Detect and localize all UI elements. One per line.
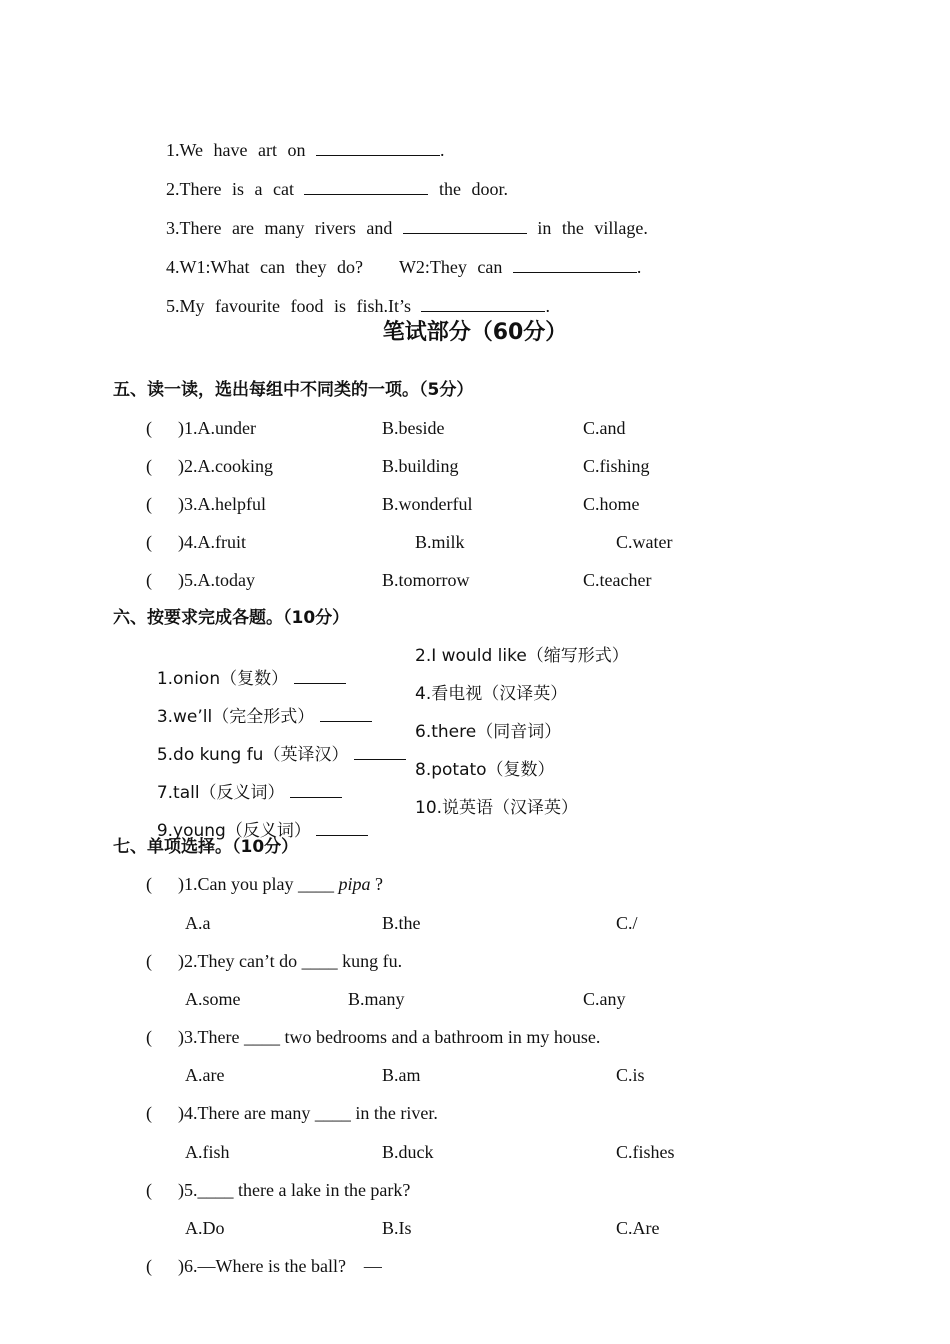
fill-line-1 xyxy=(145,117,445,161)
answer-paren[interactable]: ( xyxy=(146,456,152,476)
answer-blank[interactable] xyxy=(354,743,406,760)
answer-blank[interactable] xyxy=(320,705,372,722)
option-c: C.Are xyxy=(616,1218,660,1238)
task-item: 6.there（同音词） xyxy=(415,722,562,742)
question-text: )4.There are many ____ in the river. xyxy=(178,1103,438,1123)
fill-text-end: the door. xyxy=(428,179,508,199)
option-a: A.a xyxy=(185,913,211,933)
task-text: 5.do kung fu（英译汉） xyxy=(156,745,349,765)
task-item: 8.potato（复数） xyxy=(415,760,555,780)
answer-paren[interactable]: ( xyxy=(146,494,152,514)
option-a: A.Do xyxy=(185,1218,225,1238)
fill-line-3 xyxy=(145,195,648,239)
question-text: )3.There ____ two bedrooms and a bathroom in my house. xyxy=(178,1027,601,1047)
question-text: )4.A.fruit xyxy=(178,532,246,552)
fill-text-end: . xyxy=(636,257,642,277)
option-c: C.teacher xyxy=(583,570,652,590)
answer-paren[interactable]: ( xyxy=(146,1256,152,1276)
option-a: A.fish xyxy=(185,1142,230,1162)
option-b: B.beside xyxy=(382,418,445,438)
fill-text-end: . xyxy=(440,140,445,160)
answer-blank[interactable] xyxy=(290,781,342,798)
fill-text: 1.We have art on xyxy=(166,140,316,160)
fill-line-4 xyxy=(145,234,641,278)
fill-text-mid: W2:They can xyxy=(398,257,513,277)
answer-blank[interactable] xyxy=(403,217,527,234)
question-text: )5.A.today xyxy=(178,570,255,590)
task-item: 2.I would like（缩写形式） xyxy=(415,646,629,666)
answer-blank[interactable] xyxy=(304,178,428,195)
task-text: 3.we’ll（完全形式） xyxy=(156,707,315,727)
option-b: B.building xyxy=(382,456,459,476)
question-text: )2.A.cooking xyxy=(178,456,273,476)
option-b: B.duck xyxy=(382,1142,434,1162)
option-b: B.tomorrow xyxy=(382,570,470,590)
answer-blank[interactable] xyxy=(294,667,346,684)
option-a: A.are xyxy=(185,1065,225,1085)
option-c: C.water xyxy=(616,532,673,552)
task-item: 10.说英语（汉译英） xyxy=(415,798,579,818)
fill-text: 4.W1:What can they do? xyxy=(166,257,363,277)
task-text: 1.onion（复数） xyxy=(156,669,289,689)
fill-text-end: in the village. xyxy=(526,218,648,238)
option-c: C.home xyxy=(583,494,640,514)
question-text: )6.—Where is the ball? — xyxy=(178,1256,382,1276)
written-section-title: 笔试部分（60分） xyxy=(382,320,568,345)
question-text: )1.A.under xyxy=(178,418,256,438)
answer-paren[interactable]: ( xyxy=(146,1027,152,1047)
task-text: 7.tall（反义词） xyxy=(156,783,285,803)
answer-paren[interactable]: ( xyxy=(146,532,152,552)
answer-blank[interactable] xyxy=(316,819,368,836)
option-b: B.the xyxy=(382,913,421,933)
answer-paren[interactable]: ( xyxy=(146,570,152,590)
task-text: 9.young（反义词） xyxy=(156,821,311,841)
answer-paren[interactable]: ( xyxy=(146,1180,152,1200)
fill-text: 3.There are many rivers and xyxy=(166,218,403,238)
answer-paren[interactable]: ( xyxy=(146,874,152,894)
fill-line-5 xyxy=(145,273,550,317)
option-c: C.and xyxy=(583,418,626,438)
option-c: C.any xyxy=(583,989,626,1009)
option-c: C./ xyxy=(616,913,638,933)
question-text: )2.They can’t do ____ kung fu. xyxy=(178,951,403,971)
option-b: B.milk xyxy=(415,532,465,552)
option-b: B.Is xyxy=(382,1218,412,1238)
fill-text: 5.My favourite food is fish.It’s xyxy=(166,296,422,316)
italic-word: pipa xyxy=(338,874,371,894)
option-b: B.many xyxy=(348,989,405,1009)
answer-paren[interactable]: ( xyxy=(146,418,152,438)
answer-paren[interactable]: ( xyxy=(146,951,152,971)
answer-blank[interactable] xyxy=(513,256,637,273)
option-c: C.fishing xyxy=(583,456,650,476)
section6-heading: 六、按要求完成各题。（10分） xyxy=(113,608,350,628)
option-a: A.some xyxy=(185,989,241,1009)
section5-heading: 五、读一读，选出每组中不同类的一项。（5分） xyxy=(113,380,474,400)
answer-paren[interactable]: ( xyxy=(146,1103,152,1123)
answer-blank[interactable] xyxy=(421,295,545,312)
fill-line-2 xyxy=(145,156,508,200)
option-b: B.am xyxy=(382,1065,421,1085)
answer-blank[interactable] xyxy=(316,139,440,156)
question-text: )5.____ there a lake in the park? xyxy=(178,1180,411,1200)
fill-text: 2.There is a cat xyxy=(166,179,305,199)
task-item: 4.看电视（汉译英） xyxy=(415,684,568,704)
option-c: C.fishes xyxy=(616,1142,675,1162)
question-text: )1.Can you play ____ pipa ? xyxy=(178,874,383,894)
question-text: )3.A.helpful xyxy=(178,494,266,514)
section7-heading: 七、单项选择。（10分） xyxy=(113,837,299,857)
option-b: B.wonderful xyxy=(382,494,473,514)
fill-text-end: . xyxy=(545,296,550,316)
option-c: C.is xyxy=(616,1065,645,1085)
